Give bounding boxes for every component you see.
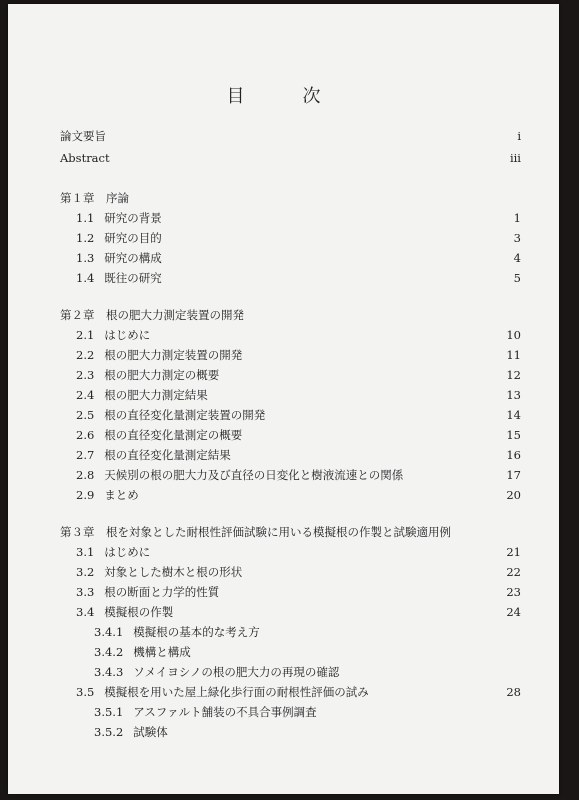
section-number: 1.1: [76, 211, 95, 225]
section-number: 2.5: [76, 408, 95, 422]
entry-page: i: [517, 129, 521, 143]
toc-section: [76, 347, 242, 363]
chapter-heading: 第１章 序論: [60, 191, 129, 205]
section-number: 3.3: [76, 585, 95, 599]
section-number: 1.3: [76, 251, 95, 265]
section-page: 4: [513, 251, 521, 265]
toc-section: [76, 604, 173, 620]
section-page: 12: [506, 368, 521, 382]
section-number: 2.2: [76, 348, 95, 362]
toc-section: [76, 487, 139, 503]
section-label: 根の肥大力測定装置の開発: [104, 348, 243, 362]
toc-section: [76, 210, 162, 226]
subsection-label: 模擬根の基本的な考え方: [133, 625, 260, 639]
section-page: 16: [506, 448, 521, 462]
toc-section: [76, 387, 208, 403]
section-label: 対象とした樹木と根の形状: [104, 565, 243, 579]
section-label: 根の直径変化量測定装置の開発: [104, 408, 266, 422]
section-number: 2.1: [76, 328, 95, 342]
section-page: 11: [506, 348, 521, 362]
entry-page: iii: [509, 151, 521, 165]
section-number: 2.3: [76, 368, 95, 382]
toc-section: [76, 407, 265, 423]
toc-entry-abstract-en: [60, 150, 110, 166]
toc-title: 目 次: [226, 86, 341, 107]
subsection-number: 3.4.3: [94, 665, 124, 679]
section-number: 2.4: [76, 388, 95, 402]
section-label: はじめに: [104, 328, 151, 342]
section-label: 根の直径変化量測定の概要: [104, 428, 243, 442]
section-page: 28: [506, 685, 521, 699]
section-label: まとめ: [104, 488, 139, 502]
toc-section: [76, 270, 162, 286]
document-page: [8, 4, 559, 794]
section-number: 2.6: [76, 428, 95, 442]
section-page: 17: [506, 468, 521, 482]
section-page: 3: [513, 231, 521, 245]
section-number: 3.2: [76, 565, 95, 579]
toc-subsection: [94, 724, 168, 740]
section-label: 天候別の根の肥大力及び直径の日変化と樹液流速との関係: [104, 468, 404, 482]
section-number: 1.2: [76, 231, 95, 245]
section-page: 1: [513, 211, 521, 225]
section-page: 14: [506, 408, 521, 422]
subsection-number: 3.5.1: [94, 705, 124, 719]
toc-section: [76, 467, 403, 483]
subsection-label: 試験体: [133, 725, 168, 739]
section-page: 21: [506, 545, 521, 559]
section-number: 1.4: [76, 271, 95, 285]
section-page: 5: [513, 271, 521, 285]
section-number: 2.8: [76, 468, 95, 482]
toc-section: [76, 427, 242, 443]
section-page: 20: [506, 488, 521, 502]
subsection-label: ソメイヨシノの根の肥大力の再現の確認: [133, 665, 340, 679]
section-label: はじめに: [104, 545, 151, 559]
section-label: 模擬根を用いた屋上緑化歩行面の耐根性評価の試み: [104, 685, 369, 699]
section-page: 23: [506, 585, 521, 599]
section-page: 13: [506, 388, 521, 402]
section-number: 2.9: [76, 488, 95, 502]
chapter-heading: 第３章 根を対象とした耐根性評価試験に用いる模擬根の作製と試験適用例: [60, 525, 451, 539]
subsection-number: 3.5.2: [94, 725, 124, 739]
section-number: 3.1: [76, 545, 95, 559]
subsection-label: アスファルト舗装の不具合事例調査: [133, 705, 317, 719]
section-label: 根の直径変化量測定結果: [104, 448, 231, 462]
section-number: 3.5: [76, 685, 95, 699]
section-page: 15: [506, 428, 521, 442]
section-label: 既往の研究: [104, 271, 162, 285]
section-label: 研究の目的: [104, 231, 162, 245]
toc-section: [76, 367, 219, 383]
section-number: 3.4: [76, 605, 95, 619]
toc-subsection: [94, 664, 339, 680]
section-page: 24: [506, 605, 521, 619]
section-label: 模擬根の作製: [104, 605, 174, 619]
toc-section: [76, 250, 162, 266]
section-label: 研究の背景: [104, 211, 162, 225]
toc-section: [76, 327, 150, 343]
toc-section: [76, 544, 150, 560]
entry-label: Abstract: [60, 151, 110, 165]
toc-subsection: [94, 704, 317, 720]
toc-section: [76, 230, 162, 246]
section-number: 2.7: [76, 448, 95, 462]
section-label: 根の断面と力学的性質: [104, 585, 220, 599]
subsection-label: 機構と構成: [133, 645, 191, 659]
subsection-number: 3.4.1: [94, 625, 124, 639]
section-page: 10: [506, 328, 521, 342]
toc-subsection: [94, 644, 191, 660]
toc-section: [76, 447, 231, 463]
toc-entry-abstract-jp: [60, 128, 106, 144]
section-label: 研究の構成: [104, 251, 162, 265]
toc-section: [76, 564, 242, 580]
subsection-number: 3.4.2: [94, 645, 124, 659]
entry-label: 論文要旨: [60, 129, 106, 143]
toc-subsection: [94, 624, 260, 640]
section-page: 22: [506, 565, 521, 579]
section-label: 根の肥大力測定結果: [104, 388, 208, 402]
toc-section: [76, 684, 369, 700]
section-label: 根の肥大力測定の概要: [104, 368, 220, 382]
toc-section: [76, 584, 219, 600]
chapter-heading: 第２章 根の肥大力測定装置の開発: [60, 308, 244, 322]
